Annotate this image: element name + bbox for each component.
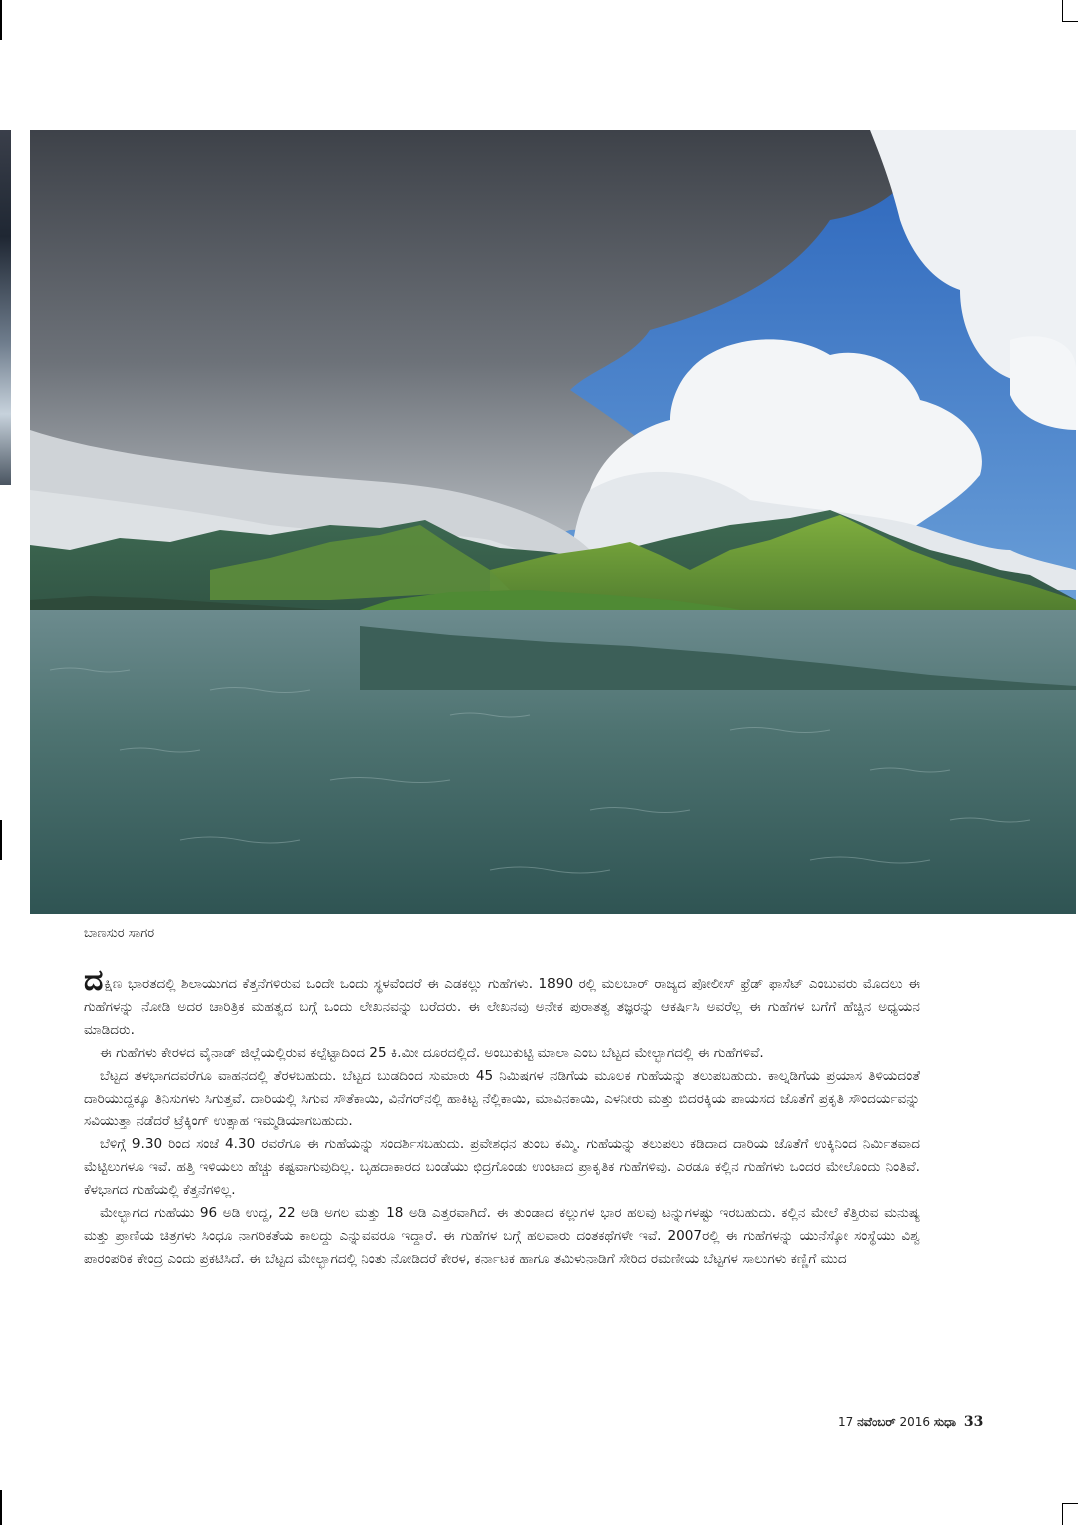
photo-caption: ಬಾಣಸುರ ಸಾಗರ bbox=[84, 926, 155, 941]
folio-magazine: ಸುಧಾ bbox=[933, 1415, 957, 1429]
folio-day: 17 bbox=[838, 1415, 854, 1429]
crop-mark-left-mid bbox=[0, 820, 2, 860]
crop-mark-left-top bbox=[0, 0, 2, 40]
article-body bbox=[84, 963, 920, 1271]
drop-cap: ದ bbox=[84, 963, 104, 998]
folio-month: ನವೆಂಬರ್ bbox=[857, 1415, 896, 1429]
folio-year: 2016 bbox=[899, 1415, 931, 1429]
adjacent-page-photo-edge bbox=[0, 130, 11, 485]
crop-mark-left-bottom bbox=[0, 1490, 2, 1525]
article-paragraph: ಈ ಗುಹೆಗಳು ಕೇರಳದ ವೈನಾಡ್ ಜಿಲ್ಲೆಯಲ್ಲಿರುವ ಕಲ್ಪೆಟ್ಟಾದಿಂದ 25 ಕಿ.ಮೀ ದೂರದಲ್ಲಿದೆ. ಅಂಬುಕುಟ್ಟಿ ಮಾಲಾ ಎಂಬ ಬೆಟ್ಟದ ಮೇಲ್ಭಾಗದಲ್ಲಿ ಈ ಗುಹೆಗಳಿವೆ. bbox=[100, 1044, 764, 1061]
page-folio bbox=[838, 1414, 983, 1430]
article-paragraph: ಬೆಟ್ಟದ ತಳಭಾಗದವರೆಗೂ ವಾಹನದಲ್ಲಿ ತೆರಳಬಹುದು. ಬೆಟ್ಟದ ಬುಡದಿಂದ ಸುಮಾರು 45 ನಿಮಿಷಗಳ ನಡಿಗೆಯ ಮೂಲಕ ಗುಹೆಯನ್ನು ತಲುಪಬಹುದು. ಕಾಲ್ನಡಿಗೆಯ ಪ್ರಯಾಸ ತಿಳಿಯದಂತೆ ದಾರಿಯುದ್ದಕ್ಕೂ ತಿನಿಸುಗಳು ಸಿಗುತ್ತವೆ. ದಾರಿಯಲ್ಲಿ ಸಿಗುವ ಸೌತೆಕಾಯಿ, ವಿನೆಗರ್‌ನಲ್ಲಿ ಹಾಕಿಟ್ಟ ನೆಲ್ಲಿಕಾಯಿ, ಮಾವಿನಕಾಯಿ, ಎಳನೀರು ಮತ್ತು ಬಿದರಕ್ಕಿಯ ಪಾಯಸದ ಜೊತೆಗೆ ಪ್ರಕೃತಿ ಸೌಂದರ್ಯವನ್ನು ಸವಿಯುತ್ತಾ ನಡೆದರೆ ಟ್ರೆಕ್ಕಿಂಗ್ ಉತ್ಸಾಹ ಇಮ್ಮಡಿಯಾಗಬಹುದು. bbox=[84, 1067, 920, 1130]
crop-mark-bottom-right bbox=[1062, 1503, 1063, 1525]
page-number: 33 bbox=[963, 1414, 984, 1430]
article-paragraph: ಮೇಲ್ಭಾಗದ ಗುಹೆಯು 96 ಅಡಿ ಉದ್ದ, 22 ಅಡಿ ಅಗಲ ಮತ್ತು 18 ಅಡಿ ಎತ್ತರವಾಗಿದೆ. ಈ ತುಂಡಾದ ಕಲ್ಲುಗಳ ಭಾರ ಹಲವು ಟನ್ನುಗಳಷ್ಟು ಇರಬಹುದು. ಕಲ್ಲಿನ ಮೇಲೆ ಕೆತ್ತಿರುವ ಮನುಷ್ಯ ಮತ್ತು ಪ್ರಾಣಿಯ ಚಿತ್ರಗಳು ಸಿಂಧೂ ನಾಗರಿಕತೆಯ ಕಾಲದ್ದು ಎನ್ನುವವರೂ ಇದ್ದಾರೆ. ಈ ಗುಹೆಗಳ ಬಗ್ಗೆ ಹಲವಾರು ದಂತಕಥೆಗಳೇ ಇವೆ. 2007ರಲ್ಲಿ ಈ ಗುಹೆಗಳನ್ನು ಯುನೆಸ್ಕೋ ಸಂಸ್ಥೆಯು ವಿಶ್ವ ಪಾರಂಪರಿಕ ಕೇಂದ್ರ ಎಂದು ಪ್ರಕಟಿಸಿದೆ. ಈ ಬೆಟ್ಟದ ಮೇಲ್ಭಾಗದಲ್ಲಿ ನಿಂತು ನೋಡಿದರೆ ಕೇರಳ, ಕರ್ನಾಟಕ ಹಾಗೂ ತಮಿಳುನಾಡಿಗೆ ಸೇರಿದ ರಮಣೀಯ ಬೆಟ್ಟಗಳ ಸಾಲುಗಳು ಕಣ್ಣಿಗೆ ಮುದ bbox=[84, 1205, 920, 1267]
article-paragraph: ಬೆಳಿಗ್ಗೆ 9.30 ರಿಂದ ಸಂಜೆ 4.30 ರವರೆಗೂ ಈ ಗುಹೆಯನ್ನು ಸಂದರ್ಶಿಸಬಹುದು. ಪ್ರವೇಶಧನ ತುಂಬ ಕಮ್ಮಿ. ಗುಹೆಯನ್ನು ತಲುಪಲು ಕಡಿದಾದ ದಾರಿಯ ಜೊತೆಗೆ ಉಕ್ಕಿನಿಂದ ನಿರ್ಮಿತವಾದ ಮೆಟ್ಟಿಲುಗಳೂ ಇವೆ. ಹತ್ತಿ ಇಳಿಯಲು ಹೆಚ್ಚು ಕಷ್ಟವಾಗುವುದಿಲ್ಲ. ಬೃಹದಾಕಾರದ ಬಂಡೆಯು ಛಿದ್ರಗೊಂಡು ಉಂಟಾದ ಪ್ರಾಕೃತಿಕ ಗುಹೆಗಳಿವು. ಎರಡೂ ಕಲ್ಲಿನ ಗುಹೆಗಳು ಒಂದರ ಮೇಲೊಂದು ನಿಂತಿವೆ. ಕೆಳಭಾಗದ ಗುಹೆಯಲ್ಲಿ ಕೆತ್ತನೆಗಳಿಲ್ಲ. bbox=[84, 1136, 920, 1199]
article-paragraph bbox=[84, 963, 920, 1042]
lake-photograph bbox=[30, 130, 1076, 914]
crop-mark-bottom-right-h bbox=[1062, 1503, 1078, 1504]
crop-mark-top-right bbox=[1062, 0, 1063, 22]
paragraph-text: ಕ್ಷಿಣ ಭಾರತದಲ್ಲಿ ಶಿಲಾಯುಗದ ಕೆತ್ತನೆಗಳಿರುವ ಒಂದೇ ಒಂದು ಸ್ಥಳವೆಂದರೆ ಈ ಎಡಕಲ್ಲು ಗುಹೆಗಳು. 1890 ರಲ್ಲಿ ಮಲಬಾರ್ ರಾಜ್ಯದ ಪೋಲೀಸ್ ಫ್ರೆಡ್ ಫಾಸೆಟ್ ಎಂಬುವರು ಮೊದಲು ಈ ಗುಹೆಗಳನ್ನು ನೋಡಿ ಅದರ ಚಾರಿತ್ರಿಕ ಮಹತ್ವದ ಬಗ್ಗೆ ಒಂದು ಲೇಖನವನ್ನು ಬರೆದರು. ಈ ಲೇಖನವು ಅನೇಕ ಪುರಾತತ್ವ ತಜ್ಞರನ್ನು ಆಕರ್ಷಿಸಿ ಅವರೆಲ್ಲ ಈ ಗುಹೆಗಳ ಬಗೆಗೆ ಹೆಚ್ಚಿನ ಅಧ್ಯಯನ ಮಾಡಿದರು. bbox=[84, 976, 920, 1038]
crop-mark-top-right-h bbox=[1062, 21, 1078, 22]
